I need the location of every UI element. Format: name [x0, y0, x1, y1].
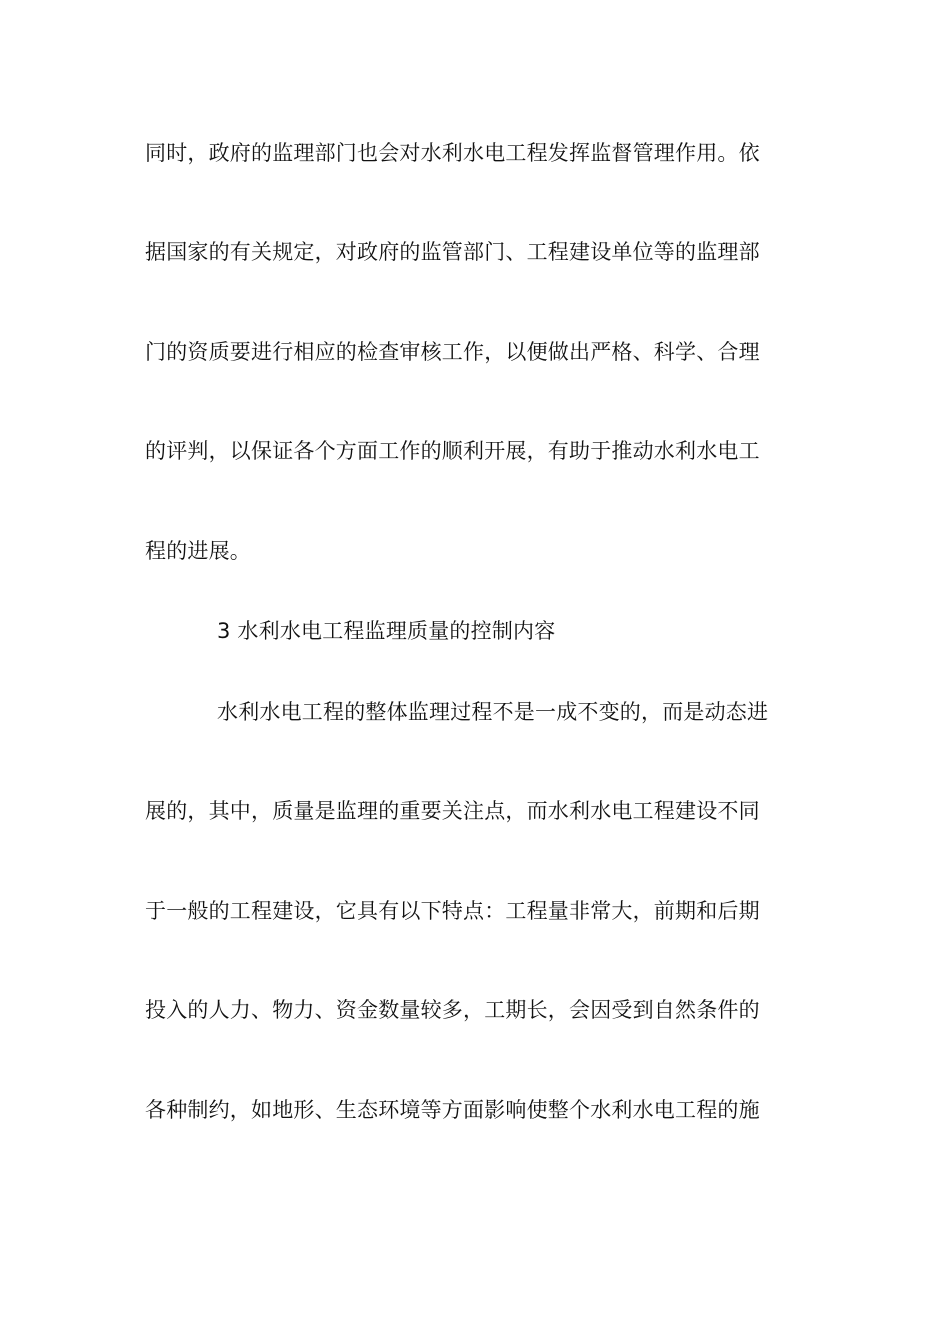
paragraph-line: 展的，其中，质量是监理的重要关注点，而水利水电工程建设不同 — [145, 799, 760, 823]
paragraph-line: 同时，政府的监理部门也会对水利水电工程发挥监督管理作用。依 — [145, 141, 760, 165]
paragraph-line: 于一般的工程建设，它具有以下特点：工程量非常大，前期和后期 — [145, 899, 760, 923]
paragraph-line: 投入的人力、物力、资金数量较多，工期长，会因受到自然条件的 — [145, 998, 760, 1022]
paragraph-line: 据国家的有关规定，对政府的监管部门、工程建设单位等的监理部 — [145, 240, 760, 264]
paragraph-line: 各种制约，如地形、生态环境等方面影响使整个水利水电工程的施 — [145, 1098, 760, 1122]
paragraph-line: 水利水电工程的整体监理过程不是一成不变的，而是动态进 — [217, 700, 769, 724]
section-heading: 3 水利水电工程监理质量的控制内容 — [217, 619, 556, 643]
paragraph-line: 门的资质要进行相应的检查审核工作，以便做出严格、科学、合理 — [145, 340, 760, 364]
paragraph-line: 的评判，以保证各个方面工作的顺利开展，有助于推动水利水电工 — [145, 439, 760, 463]
paragraph-line: 程的进展。 — [145, 539, 251, 563]
